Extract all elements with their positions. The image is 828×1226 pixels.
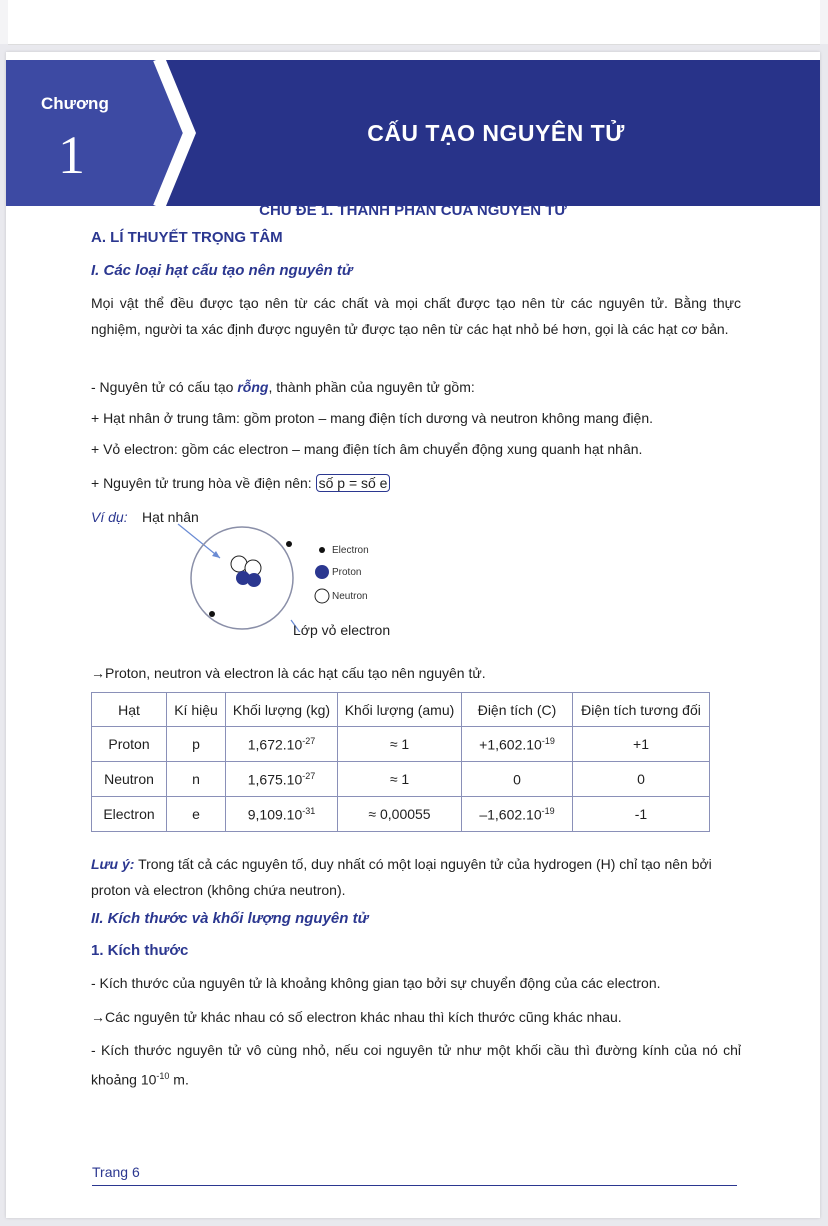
- footer-divider: [92, 1185, 737, 1186]
- part2-line2: →Các nguyên tử khác nhau có số electron khác nhau thì kích thước cũng khác nhau.: [91, 1009, 622, 1025]
- col-header: Điện tích tương đối: [573, 693, 710, 727]
- line1-post: , thành phần của nguyên tử gồm:: [268, 379, 475, 395]
- part1-intro: Mọi vật thể đều được tạo nên từ các chất và mọi chất được tạo nên từ các nguyên tử. Bằng thực nghiệm, người ta xác định được nguyên tử được tạo nên từ các hạt nhỏ bé hơn, gọi là các hạt cơ bản.: [91, 295, 741, 337]
- charge-exp: -19: [541, 735, 555, 746]
- cell-charge: [462, 727, 573, 762]
- chapter-banner: [6, 60, 820, 206]
- l3-base: 10: [140, 1071, 157, 1088]
- electron-dot: [209, 611, 215, 617]
- cell-charge: [462, 762, 573, 797]
- line1-emph: rỗng: [237, 379, 269, 395]
- line1-pre: - Nguyên tử có cấu tạo: [91, 379, 238, 395]
- shell-label: Lớp vỏ electron: [293, 622, 391, 638]
- part1-line2: + Hạt nhân ở trung tâm: gồm proton – mang điện tích dương và neutron không mang điện.: [91, 410, 654, 426]
- cell-symbol: e: [167, 797, 226, 832]
- page-number: Trang 6: [92, 1164, 140, 1180]
- nucleus-label: Hạt nhân: [142, 509, 199, 525]
- neutron-particle: [231, 556, 247, 572]
- cell-mass-kg: [226, 762, 338, 797]
- note-text: Trong tất cả các nguyên tố, duy nhất có một loại nguyên tử của hydrogen (H) chỉ tạo nên bởi proton và electron (không chứa neutron).: [91, 856, 712, 898]
- cell-mass-amu: ≈ 1: [338, 762, 462, 797]
- cell-charge: [462, 797, 573, 832]
- example-label: Ví dụ:: [91, 509, 128, 525]
- charge-value: +1,602.10: [479, 736, 542, 753]
- legend-proton-icon: [315, 565, 329, 579]
- part1-heading: I. Các loại hạt cấu tạo nên nguyên tử: [91, 262, 353, 279]
- table-row: [92, 797, 710, 832]
- part1-line4: [91, 470, 741, 496]
- charge-value: 0: [513, 771, 521, 788]
- topic-title: CHỦ ĐỀ 1. THÀNH PHẦN CỦA NGUYÊN TỬ: [259, 202, 567, 219]
- legend-neutron-icon: [315, 589, 329, 603]
- top-strip: [0, 0, 828, 44]
- cell-symbol: p: [167, 727, 226, 762]
- chapter-number: 1: [58, 125, 85, 185]
- mass-kg-exp: -27: [302, 735, 316, 746]
- electron-dot: [286, 541, 292, 547]
- col-header: Khối lượng (kg): [226, 693, 338, 727]
- note-label: Lưu ý:: [91, 856, 135, 872]
- mass-kg-value: 1,672.10: [247, 736, 303, 753]
- charge-exp: -19: [541, 805, 555, 816]
- note-paragraph: [91, 851, 741, 903]
- equality-box: số p = số e: [316, 474, 391, 492]
- mass-kg-exp: -31: [302, 805, 316, 816]
- charge-value: –1,602.10: [479, 806, 542, 823]
- previous-page-edge: [8, 0, 820, 45]
- line4-pre: + Nguyên tử trung hòa về điện nên:: [91, 475, 312, 491]
- cell-rel-charge: 0: [573, 762, 710, 797]
- legend-electron: Electron: [332, 545, 369, 556]
- cell-rel-charge: -1: [573, 797, 710, 832]
- cell-symbol: n: [167, 762, 226, 797]
- particles-table: [91, 692, 710, 832]
- cell-mass-amu: ≈ 0,00055: [338, 797, 462, 832]
- table-row: [92, 762, 710, 797]
- part2-line1: - Kích thước của nguyên tử là khoảng không gian tạo bởi sự chuyển động của các electron.: [91, 975, 661, 991]
- document-page: [6, 52, 820, 1218]
- col-header: Điện tích (C): [462, 693, 573, 727]
- nucleus-arrow: [178, 524, 220, 558]
- col-header: Kí hiệu: [167, 693, 226, 727]
- mass-kg-exp: -27: [302, 770, 316, 781]
- col-header: Hạt: [92, 693, 167, 727]
- chapter-title: CẤU TẠO NGUYÊN TỬ: [367, 120, 625, 146]
- legend-neutron: Neutron: [332, 591, 368, 602]
- part2-sub1: 1. Kích thước: [91, 942, 189, 959]
- table-header-row: [92, 693, 710, 727]
- cell-mass-kg: [226, 797, 338, 832]
- mass-kg-value: 1,675.10: [247, 771, 303, 788]
- part1-line1: [91, 374, 741, 400]
- section-a-heading: A. LÍ THUYẾT TRỌNG TÂM: [91, 229, 283, 246]
- table-row: [92, 727, 710, 762]
- chapter-word: Chương: [41, 94, 109, 113]
- legend-proton: Proton: [332, 567, 362, 578]
- atom-diagram: [176, 522, 416, 632]
- l3-pre: - Kích thước nguyên tử vô cùng nhỏ, nếu coi nguyên tử như một khối cầu thì đường kính của nó chỉ khoảng: [91, 1042, 741, 1088]
- l3-unit: m.: [169, 1071, 189, 1088]
- summary-line: →Proton, neutron và electron là các hạt cấu tạo nên nguyên tử.: [91, 665, 486, 681]
- l3-exp: -10: [156, 1071, 170, 1081]
- cell-mass-amu: ≈ 1: [338, 727, 462, 762]
- cell-name: Neutron: [92, 762, 167, 797]
- proton-particle: [247, 573, 261, 587]
- part2-line3: [91, 1037, 741, 1093]
- mass-kg-value: 9,109.10: [247, 806, 303, 823]
- cell-name: Electron: [92, 797, 167, 832]
- cell-mass-kg: [226, 727, 338, 762]
- col-header: Khối lượng (amu): [338, 693, 462, 727]
- legend-electron-icon: [319, 547, 325, 553]
- cell-name: Proton: [92, 727, 167, 762]
- cell-rel-charge: +1: [573, 727, 710, 762]
- part2-heading: II. Kích thước và khối lượng nguyên tử: [91, 910, 369, 927]
- part1-line3: + Vỏ electron: gồm các electron – mang điện tích âm chuyển động xung quanh hạt nhân.: [91, 441, 643, 457]
